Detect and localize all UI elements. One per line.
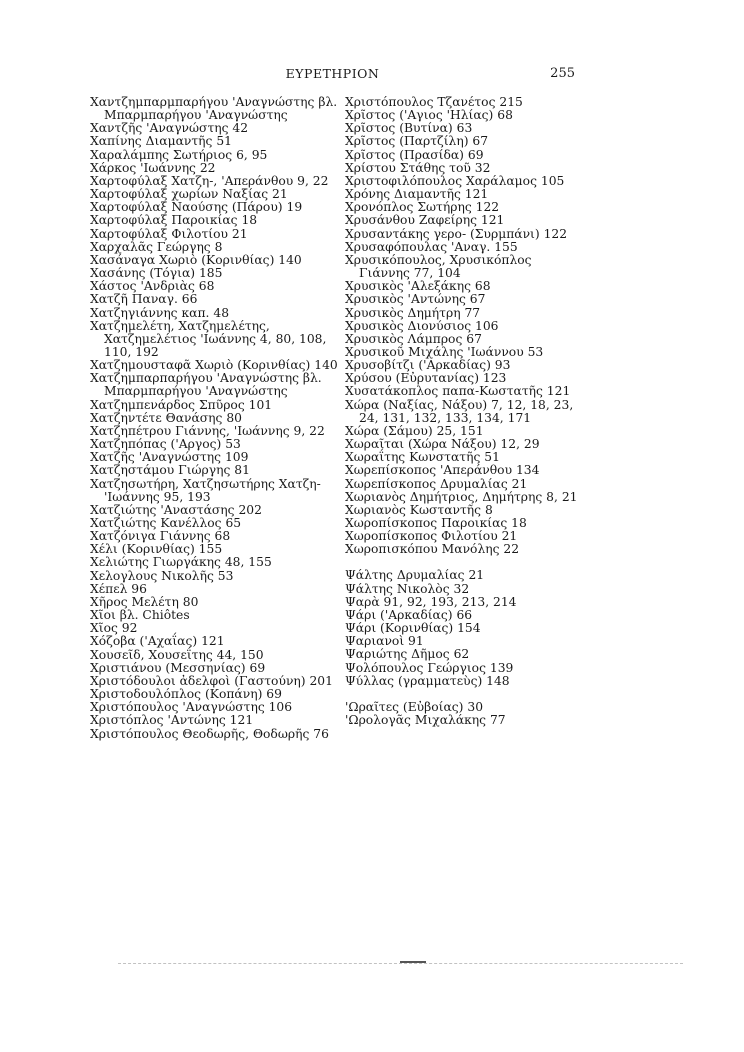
index-entry: Χριστιάνου (Μεσσηνίας) 69	[90, 660, 266, 675]
index-entry: Χατζημουσταφᾶ Χωριὸ (Κορινθίας) 140	[90, 358, 338, 373]
index-entry: 'Ωραῖτες (Εὐβοίας) 30	[345, 699, 484, 714]
index-entry: Χρῖστος (Βυτίνα) 63	[345, 121, 473, 136]
index-entry: Ψολόπουλος Γεώργιος 139	[345, 660, 514, 675]
index-entry: Χαντζημπαρμπαρήγου 'Αναγνώστης βλ. Μπαρμπαρήγου 'Αναγνώστης	[90, 95, 338, 123]
index-entry: Χρῖστος (Παρτζίλη) 67	[345, 134, 489, 149]
index-group-psi	[345, 569, 581, 687]
index-entry: Χατζηγιάννης καπ. 48	[90, 305, 230, 320]
index-column-left	[90, 96, 340, 741]
index-entry: Χαραλάμπης Σωτήριος 6, 95	[90, 147, 268, 162]
index-entry: Χῆρος Μελέτη 80	[90, 594, 199, 609]
index-entry: Χρυσαφόπουλας 'Αναγ. 155	[345, 239, 518, 254]
page-title: ΕΥΡΕΤΗΡΙΟΝ	[285, 66, 380, 81]
index-entry: Χασάνης (Τόγια) 185	[90, 266, 223, 281]
index-entry: Χατζησωτήρη, Χατζησωτήρης Χατζη-'Ιωάννης 95, 193	[90, 476, 321, 504]
index-entry: Ψάρι ('Αρκαδίας) 66	[345, 607, 473, 622]
index-entry: Χελογλους Νικολῆς 53	[90, 568, 234, 583]
index-entry: Χαντζῆς 'Αναγνώστης 42	[90, 121, 249, 136]
index-entry: Χρόνης Διαμαντῆς 121	[345, 187, 489, 202]
index-entry: Χατζῆ Παναγ. 66	[90, 292, 198, 307]
index-entry: Ψαριώτης Δῆμος 62	[345, 647, 470, 662]
index-entry: Χρῖστος ('Αγιος 'Ηλίας) 68	[345, 108, 513, 123]
index-entry: Χρυσικὸς 'Αλεξάκης 68	[345, 279, 491, 294]
index-group-chi	[345, 96, 581, 556]
index-entry: Χέλι (Κορινθίας) 155	[90, 542, 223, 557]
index-entry: Χόζοβα ('Αχαΐας) 121	[90, 634, 225, 649]
index-entry: Χωριανὸς Δημήτριος, Δημήτρης 8, 21	[345, 489, 578, 504]
index-entry: Χαρτοφύλαξ χωρίων Ναξίας 21	[90, 187, 288, 202]
footer-rule	[118, 963, 683, 964]
index-entry: Χρυσικόπουλος, Χρυσικόπλος Γιάννης 77, 104	[345, 252, 532, 281]
page-header	[90, 66, 575, 86]
index-entry: Χωραῖται (Χώρα Νάξου) 12, 29	[345, 437, 540, 452]
index-entry: Χριστοφιλόπουλος Χαράλαμος 105	[345, 173, 565, 188]
index-entry: Χατζηπόπας ('Αργος) 53	[90, 437, 241, 452]
index-entry: Χριστόπουλος Τζανέτος 215	[345, 95, 523, 109]
index-group-omega	[345, 701, 581, 727]
page-number: 255	[550, 66, 575, 81]
index-entry: Χατζηστάμου Γιώργης 81	[90, 463, 250, 478]
index-entry: Χατζηντέτε Θανάσης 80	[90, 410, 242, 425]
index-entry: Χῖοι βλ. Chiôtes	[90, 608, 190, 623]
index-entry: Ψάλτης Νικολὸς 32	[345, 581, 470, 596]
index-entry: Χωραΐτης Κωνστατῆς 51	[345, 450, 500, 465]
index-entry: Χασάναγα Χωριὸ (Κορινθίας) 140	[90, 252, 302, 267]
index-entry: Χελιώτης Γιωργάκης 48, 155	[90, 555, 272, 570]
index-entry: Ψαριανοὶ 91	[345, 634, 424, 649]
index-entry: Χαρτοφύλαξ Φιλοτίου 21	[90, 226, 248, 241]
index-entry: Χατζημπενάρδος Σπῦρος 101	[90, 397, 273, 412]
index-entry: Χρυσοβίτζι ('Αρκαδίας) 93	[345, 358, 511, 373]
index-entry: Χριστόπουλος 'Αναγνώστης 106	[90, 700, 293, 715]
index-entry: Χατζῆς 'Αναγνώστης 109	[90, 450, 249, 465]
index-entry: Ψαρὰ 91, 92, 193, 213, 214	[345, 594, 517, 609]
index-entry: Χωροπίσκοπος Παροικίας 18	[345, 516, 527, 530]
index-column-right	[345, 96, 581, 727]
index-entry: Χατζημελέτη, Χατζημελέτης, Χατζημελέτιος 'Ιωάννης 4, 80, 108, 110, 192	[90, 318, 327, 359]
index-entry: Χῖος 92	[90, 621, 138, 636]
index-entry: Χαρτοφύλαξ Χατζη-, 'Απεράνθου 9, 22	[90, 173, 329, 188]
index-entry: Χρυσικὸς Δημήτρη 77	[345, 305, 481, 320]
index-entry: Χάρκος 'Ιωάννης 22	[90, 160, 216, 175]
group-spacer	[345, 688, 581, 701]
index-entry: Ψάλτης Δρυμαλίας 21	[345, 568, 485, 583]
footer-mark	[400, 961, 426, 963]
index-entry: Χατζιώτης 'Αναστάσης 202	[90, 502, 262, 517]
index-entry: Χρυσάνθου Ζαφείρης 121	[345, 213, 505, 228]
index-entry: Χατζόνιγα Γιάννης 68	[90, 529, 231, 544]
index-entry: Χυσατάκοπλος παπα-Κωστατῆς 121	[345, 384, 571, 399]
index-entry: Χαρχαλᾶς Γεώργης 8	[90, 239, 223, 254]
index-entry: Χαπίνης Διαμαντῆς 51	[90, 134, 232, 149]
index-entry: Χρύσου (Εὐρυτανίας) 123	[345, 371, 507, 386]
index-entry: Χρυσικοῦ Μιχάλης 'Ιωάννου 53	[345, 344, 544, 359]
index-entry: Χρίστου Στάθης τοῦ 32	[345, 160, 491, 175]
index-entry: Χριστόπλος 'Αντώνης 121	[90, 713, 254, 728]
index-entry: Ψύλλας (γραμματεὺς) 148	[345, 673, 510, 688]
index-entry: Χωρεπίσκοπος Δρυμαλίας 21	[345, 476, 528, 491]
index-entry: Χωρεπίσκοπος 'Απεράνθου 134	[345, 463, 540, 478]
index-entry: Χριστόπουλος Θεοδωρῆς, Θοδωρῆς 76	[90, 726, 329, 741]
index-entry: Χρονόπλος Σωτήρης 122	[345, 200, 500, 215]
index-entry: Χατζιώτης Κανέλλος 65	[90, 516, 242, 530]
index-entry: Χαρτοφύλαξ Παροικίας 18	[90, 213, 258, 228]
index-entry: Χρυσικὸς 'Αντώνης 67	[345, 292, 486, 307]
index-entry: Χωροπισκόπου Μανόλης 22	[345, 542, 520, 557]
index-entry: Χρυσικὸς Λάμπρος 67	[345, 331, 482, 346]
index-entry: Χώρα (Σάμου) 25, 151	[345, 423, 484, 438]
index-entry: Χατζημπαρπαρήγου 'Αναγνώστης βλ. Μπαρμπαρήγου 'Αναγνώστης	[90, 371, 322, 399]
index-entry: Χριστόδουλοι ἀδελφοὶ (Γαστούνη) 201	[90, 673, 333, 688]
index-entry: Χαρτοφύλαξ Ναούσης (Πάρου) 19	[90, 200, 303, 215]
index-entry: Χριστοδουλόπλος (Κοπάνη) 69	[90, 687, 282, 702]
index-entry: Χρυσικὸς Διονύσιος 106	[345, 318, 499, 333]
index-entry: Ψάρι (Κορινθίας) 154	[345, 621, 481, 636]
index-entry: Χωροπίσκοπος Φιλοτίου 21	[345, 529, 518, 544]
index-entry: Χουσεῖδ, Χουσεΐτης 44, 150	[90, 647, 264, 662]
index-entry: Χατζηπέτρου Γιάννης, 'Ιωάννης 9, 22	[90, 423, 325, 438]
index-entry: Χρῖστος (Πρασίδα) 69	[345, 147, 484, 162]
index-entry: Χρυσαντάκης γερο- (Συρμπάνι) 122	[345, 226, 568, 241]
index-entry: Χωριανὸς Κωσταντῆς 8	[345, 502, 493, 517]
index-entry: Χέπελ 96	[90, 581, 147, 596]
index-entry: Χώρα (Ναξίας, Νάξου) 7, 12, 18, 23, 24, 131, 132, 133, 134, 171	[345, 397, 574, 425]
index-entry: Χάστος 'Ανδριὰς 68	[90, 279, 215, 294]
index-entry: 'Ωρολογᾶς Μιχαλάκης 77	[345, 713, 506, 728]
